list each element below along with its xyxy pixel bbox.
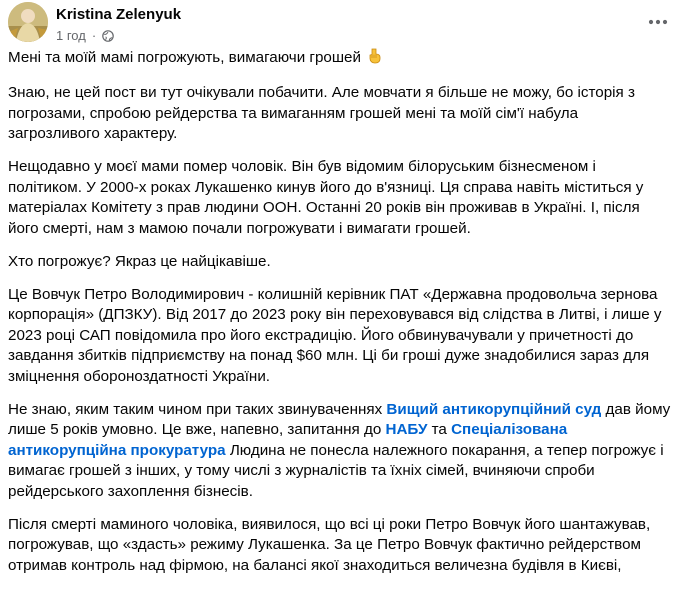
post-text: Нещодавно у моєї мами помер чоловік. Він був відомим білоруським бізнесменом і політиком. У 2000-х роках Лукашенко кинув його до в'язниці. Ця справа навіть міститься у матеріалах Комітету з прав людини ООН. Останні 20 років він проживав в Україні. І, після його смерті, нам з мамою почали погрожувати і вимагати грошей.: [8, 158, 644, 237]
post-text: Це Вовчук Петро Володимирович - колишній керівник ПАТ «Державна продовольча зернова корпорація» (ДПЗКУ). Від 2017 до 2023 року він переховувався від слідства в Литві, і лише у 2023 році САП повідомила про його екстрадицію. Його обвинувачували у причетності до завдання збитків підприємству на понад $60 млн. Ці би гроші дуже знадобилися зараз для зміцнення обороноздатності України.: [8, 285, 662, 385]
post-paragraph: [8, 285, 672, 388]
avatar[interactable]: [8, 2, 48, 42]
globe-icon[interactable]: [102, 30, 114, 42]
post-text: Знаю, не цей пост ви тут очікували побачити. Але мовчати я більше не можу, бо історія з погрозами, спробою рейдерства та вимаганням грошей мені та моїй сім'ї набула загрозливого характеру.: [8, 84, 635, 142]
author-name[interactable]: Kristina Zelenyuk: [56, 6, 182, 23]
post-time[interactable]: 1 год: [56, 28, 86, 43]
post-paragraph: [8, 400, 672, 503]
post-paragraph: [8, 252, 672, 273]
pointing-down-hand-icon: [367, 48, 383, 71]
post-paragraph: [8, 48, 672, 71]
post-text: Людина не понесла належного покарання, а тепер погрожує і вимагає грошей з інших, у тому числі з журналістів та їхніх сімей, вчиняючи спроби рейдерського захоплення бізнесів.: [8, 441, 664, 500]
post-header: [8, 2, 672, 46]
tagged-page-link[interactable]: НАБУ: [385, 421, 428, 438]
post-text: дав йому лише 5 років умовно. Це вже, напевно, запитання до: [8, 400, 671, 438]
post-text: та: [427, 421, 452, 438]
post-text: Мені та моїй мамі погрожують, вимагаючи грошей: [8, 49, 366, 66]
post-paragraph: [8, 515, 672, 577]
more-options-button[interactable]: [644, 8, 672, 36]
post-meta: [56, 28, 114, 43]
tagged-page-link[interactable]: Спеціалізована антикорупційна прокуратура: [8, 421, 568, 459]
post-body: [8, 48, 672, 589]
post-text: Після смерті маминого чоловіка, виявилося, що всі ці роки Петро Вовчук його шантажував, погрожував, що «здасть» режиму Лукашенка. За це Петро Вовчук фактично рейдерством отримав контроль над фірмою, на балансі якої знаходиться величезна будівля в Києві,: [8, 515, 651, 574]
post-paragraph: [8, 157, 672, 239]
post-paragraph: [8, 83, 672, 145]
more-options-icon: [648, 19, 668, 25]
post-text: Хто погрожує? Якраз це найцікавіше.: [8, 252, 271, 270]
tagged-page-link[interactable]: Вищий антикорупційний суд: [386, 400, 602, 418]
meta-separator: ·: [91, 28, 97, 43]
post-text: Не знаю, яким таким чином при таких звинуваченнях: [8, 400, 387, 418]
